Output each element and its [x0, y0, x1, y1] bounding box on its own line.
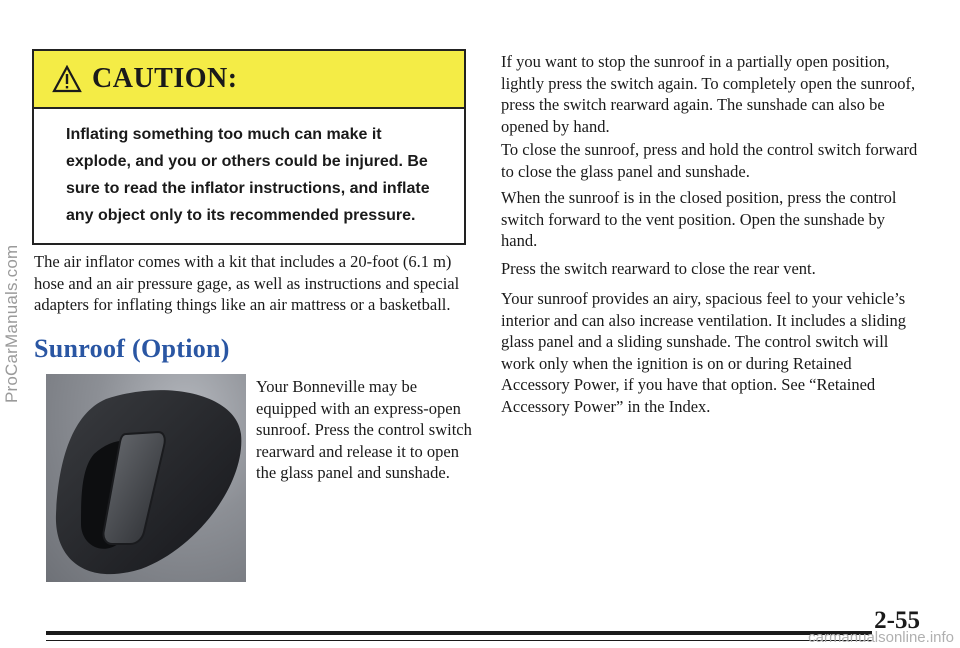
- air-inflator-paragraph: The air inflator comes with a kit that includes a 20-foot (6.1 m) hose and an air pressure gage, as well as instructions and special adapters for inflating things like an air mattress or a basketball.: [34, 252, 460, 314]
- warning-triangle-icon: [52, 65, 82, 93]
- caution-text: Inflating something too much can make it explode, and you or others could be injured. Be sure to read the inflator instructions, and inflate any object only to its recommended pressure.: [66, 126, 430, 224]
- caution-box: [32, 49, 466, 245]
- footer-rule-thin: [46, 640, 872, 641]
- caution-header: [34, 51, 464, 109]
- sunroof-switch-illustration: [46, 374, 246, 582]
- right-paragraph-4: Press the switch rearward to close the rear vent.: [501, 259, 816, 278]
- right-paragraph-5: Your sunroof provides an airy, spacious feel to your vehicle’s interior and can also increase ventilation. It includes a sliding glass panel and a sliding sunshade. The control switch will work only when the ignition is on or during Retained Accessory Power, if you have that option. See “Retained Accessory Power” in the Index.: [501, 289, 907, 416]
- caution-title: CAUTION:: [92, 63, 238, 94]
- right-paragraph-2: To close the sunroof, press and hold the control switch forward to close the glass panel and sunshade.: [501, 140, 918, 181]
- right-paragraph-3: When the sunroof is in the closed position, press the control switch forward to the vent position. Open the sunshade by hand.: [501, 188, 897, 250]
- bottom-watermark: carmanualsonline.info: [808, 629, 954, 646]
- sunroof-intro-paragraph: Your Bonneville may be equipped with an express-open sunroof. Press the control switch rearward and release it to open the glass panel and sunshade.: [256, 377, 472, 482]
- footer-rule-thick: [46, 631, 872, 635]
- sunroof-switch-photo: [46, 374, 246, 582]
- right-paragraph-1: If you want to stop the sunroof in a partially open position, lightly press the switch again. To completely open the sunroof, press the switch rearward again. The sunshade can also be opened by hand.: [501, 52, 916, 136]
- side-watermark: ProCarManuals.com: [2, 244, 21, 404]
- page-number: 2-55: [874, 607, 920, 634]
- section-title: Sunroof (Option): [34, 334, 230, 363]
